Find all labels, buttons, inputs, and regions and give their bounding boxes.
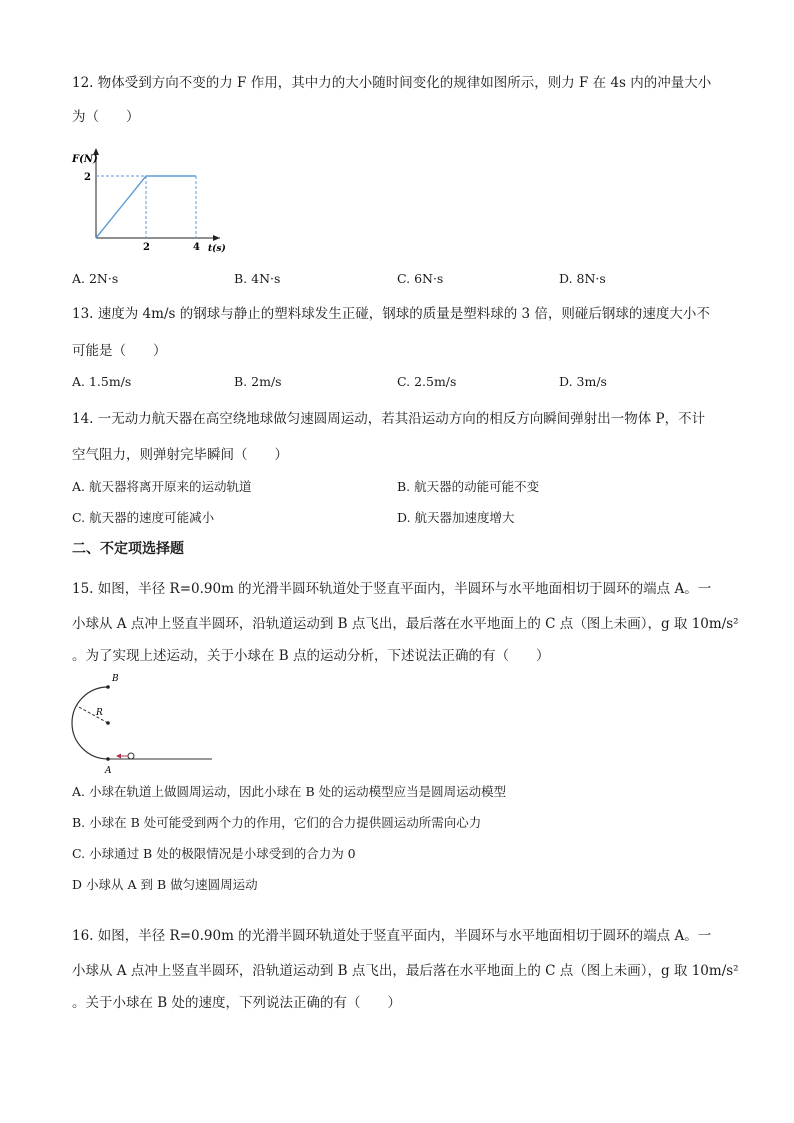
- x-axis-label: t(s): [208, 244, 226, 254]
- label-a: A: [105, 766, 112, 776]
- q15-stem-line2: 小球从 A 点冲上竖直半圆环，沿轨道运动到 B 点飞出，最后落在水平地面上的 C 点（图上未画），g 取 10m/s²: [72, 616, 739, 632]
- q13-option-a: A. 1.5m/s: [72, 374, 132, 389]
- q12-stem-line1: 12. 物体受到方向不变的力 F 作用，其中力的大小随时间变化的规律如图所示，则力 F 在 4s 内的冲量大小: [72, 75, 712, 91]
- q12-option-a: A. 2N·s: [72, 271, 119, 286]
- point-b-dot: [106, 685, 110, 689]
- label-b: B: [112, 674, 119, 684]
- label-r: R: [96, 708, 103, 718]
- q15-option-a: A. 小球在轨道上做圆周运动，因此小球在 B 处的运动模型应当是圆周运动模型: [72, 784, 507, 799]
- q16-stem-line2: 小球从 A 点冲上竖直半圆环，沿轨道运动到 B 点飞出，最后落在水平地面上的 C 点（图上未画），g 取 10m/s²: [72, 963, 739, 979]
- semicircle-track: [72, 687, 108, 759]
- q12-option-c: C. 6N·s: [397, 271, 444, 286]
- q15-stem-line3: 。为了实现上述运动，关于小球在 B 点的运动分析，下述说法正确的有（ ）: [72, 648, 550, 664]
- section-title: 二、不定项选择题: [72, 541, 184, 557]
- force-time-graph: [70, 144, 230, 256]
- q15-option-d: D 小球从 A 到 B 做匀速圆周运动: [72, 877, 258, 892]
- q13-option-c: C. 2.5m/s: [397, 374, 457, 389]
- q14-option-b: B. 航天器的动能可能不变: [397, 479, 540, 494]
- q12-stem-line2: 为（ ）: [72, 109, 140, 125]
- x-tick-label-2: 2: [143, 242, 150, 253]
- y-axis-label: F(N): [72, 154, 98, 165]
- q16-stem-line1: 16. 如图，半径 R=0.90m 的光滑半圆环轨道处于竖直平面内，半圆环与水平地面相切于圆环的端点 A。一: [72, 928, 712, 944]
- q12-option-b: B. 4N·s: [234, 271, 281, 286]
- q14-option-d: D. 航天器加速度增大: [397, 510, 515, 525]
- q13-stem-line1: 13. 速度为 4m/s 的钢球与静止的塑料球发生正碰，钢球的质量是塑料球的 3 倍，则碰后钢球的速度大小不: [72, 306, 710, 322]
- q15-option-c: C. 小球通过 B 处的极限情况是小球受到的合力为 0: [72, 846, 356, 861]
- y-tick-label: 2: [84, 172, 91, 183]
- q14-stem-line2: 空气阻力，则弹射完毕瞬间（ ）: [72, 447, 288, 463]
- q15-stem-line1: 15. 如图，半径 R=0.90m 的光滑半圆环轨道处于竖直平面内，半圆环与水平地面相切于圆环的端点 A。一: [72, 581, 712, 597]
- velocity-arrow-head: [116, 754, 121, 759]
- q14-option-c: C. 航天器的速度可能减小: [72, 510, 215, 525]
- radius-line: [77, 706, 108, 723]
- x-tick-label-4: 4: [193, 242, 200, 253]
- ball: [128, 753, 134, 759]
- semicircle-track-figure: [66, 670, 216, 780]
- x-axis-arrow: [213, 235, 220, 241]
- q15-option-b: B. 小球在 B 处可能受到两个力的作用，它们的合力提供圆运动所需向心力: [72, 815, 482, 830]
- point-a-dot: [106, 757, 110, 761]
- q16-stem-line3: 。关于小球在 B 处的速度，下列说法正确的有（ ）: [72, 995, 402, 1011]
- q13-option-d: D. 3m/s: [559, 374, 607, 389]
- q14-option-a: A. 航天器将离开原来的运动轨道: [72, 479, 252, 494]
- q14-stem-line1: 14. 一无动力航天器在高空绕地球做匀速圆周运动，若其沿运动方向的相反方向瞬间弹射出一物体 P，不计: [72, 411, 706, 427]
- q12-option-d: D. 8N·s: [559, 271, 606, 286]
- q13-option-b: B. 2m/s: [234, 374, 282, 389]
- center-dot: [106, 721, 110, 725]
- q13-stem-line2: 可能是（ ）: [72, 343, 167, 359]
